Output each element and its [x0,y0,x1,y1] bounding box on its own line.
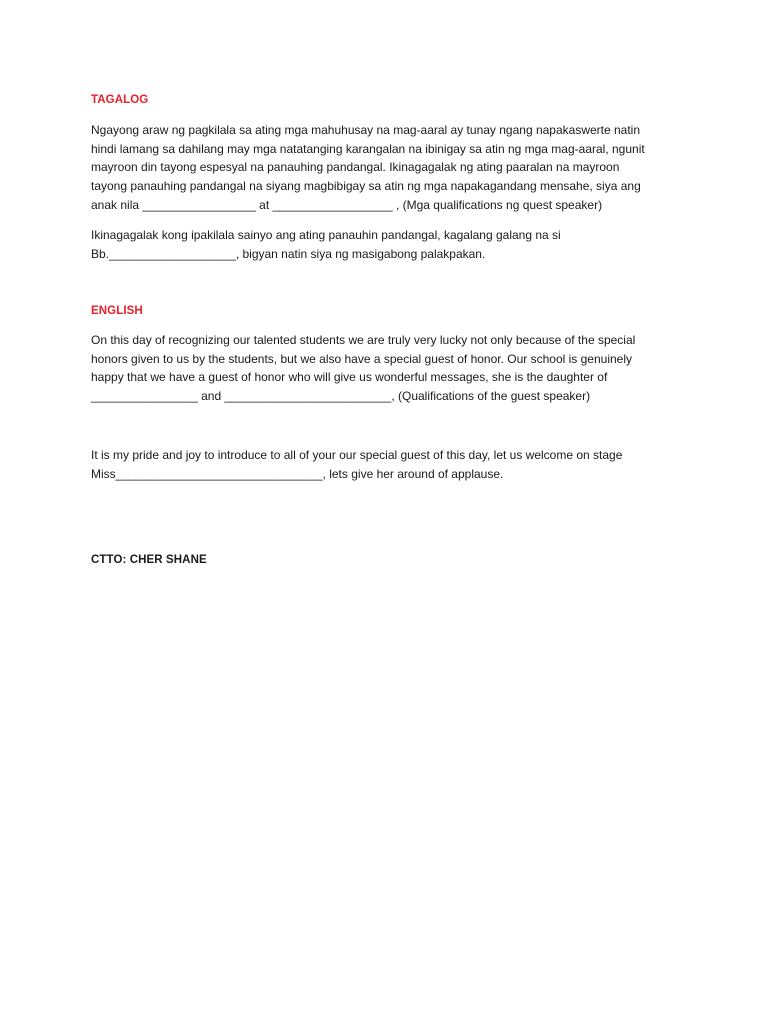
tagalog-paragraph-2 [91,226,691,263]
text-line: tayong panauhing pandangal na siyang magbibigay sa atin ng mga napakagandang mensahe, siya ang [91,179,641,194]
text-line: Miss_______________________________, lets give her around of applause. [91,466,504,481]
text-line: Ngayong araw ng pagkilala sa ating mga mahuhusay na mag-aaral ay tunay ngang napakaswerte natin [91,123,641,137]
english-paragraph-1 [91,331,691,406]
english-heading: ENGLISH [91,305,143,317]
tagalog-paragraph-1 [91,121,691,215]
text-line: happy that we have a guest of honor who will give us wonderful messages, she is the daughter of [91,370,608,385]
text-line: hindi lamang sa dahilang may mga natatanging karangalan na ibinigay sa atin ng mga mag-aaral, ngunit [91,141,645,156]
text-line: Bb.___________________, bigyan natin siya ng masigabong palakpakan. [91,246,486,261]
text-line: Ikinagagalak kong ipakilala sainyo ang ating panauhin pandangal, kagalang galang na si [91,228,561,242]
text-line: It is my pride and joy to introduce to all of your our special guest of this day, let us welcome on stage [91,448,623,462]
text-line: anak nila _________________ at __________________ , (Mga qualifications ng quest speaker) [91,197,603,212]
tagalog-heading: TAGALOG [91,94,149,106]
english-paragraph-2 [91,446,691,483]
text-line: honors given to us by the students, but we also have a special guest of honor. Our school is genuinely [91,351,633,366]
text-line: ________________ and _________________________, (Qualifications of the guest speaker) [91,389,591,404]
credit-line: CTTO: CHER SHANE [91,554,207,566]
text-line: mayroon din tayong espesyal na panauhing pandangal. Ikinagagalak ng ating paaralan na mayroon [91,160,620,175]
text-line: On this day of recognizing our talented students we are truly very lucky not only because of the special [91,333,636,347]
